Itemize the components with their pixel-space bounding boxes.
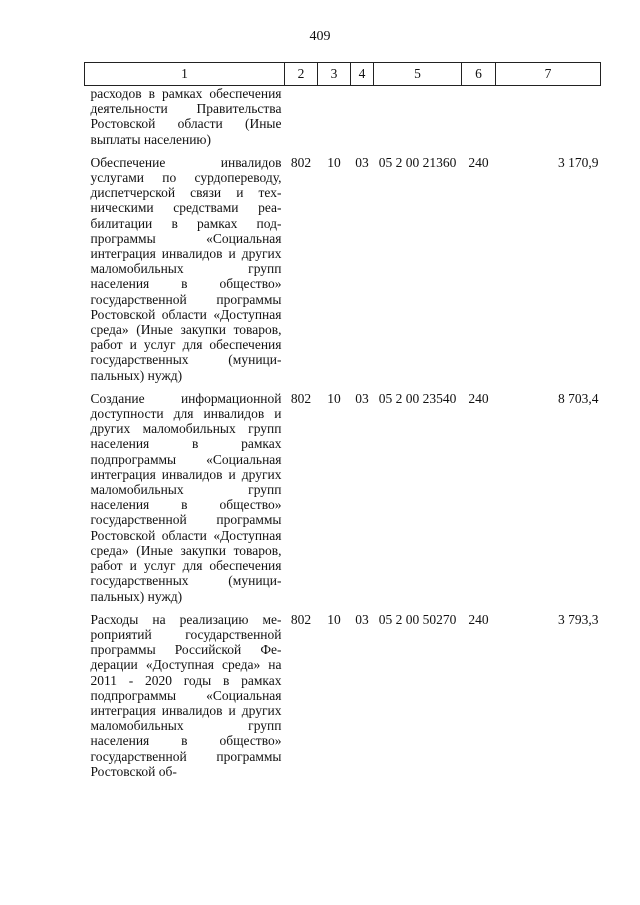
row-amount: 3 170,9 [558,154,599,170]
row-description: Создание информационной доступности для инвалидов и других маломобильных групп населения в рамках подпрограммы «Социальная интеграция инвалидов и других маломобильных групп населения в общество» государственной программы Ростовской области «Доступная среда» (Иные закупки товаров, работ и услуг для обеспечения государственных (муниципальных) нужд) [90,390,282,604]
row-target-code [374,86,462,147]
table-row [85,383,601,604]
row-ministry-code: 802 [290,154,312,170]
row-section-code: 10 [327,390,341,406]
column-header-6: 6 [462,63,496,86]
row-amount [496,86,601,147]
row-expense-type: 240 [468,154,489,170]
page-number: 409 [309,29,331,44]
row-section-code: 10 [327,611,341,627]
row-subsection-code: 03 [355,154,369,170]
budget-table [84,62,601,779]
column-header-7: 7 [496,63,601,86]
row-ministry-code: 802 [290,611,312,627]
column-header-4: 4 [351,63,374,86]
row-target-code: 05 2 00 21360 [378,154,457,170]
row-description: Обеспечение инвалидов услугами по сурдопереводу, диспетчерской связи и техническими средствами реабилитации в рамках подпрограммы «Социальная интеграция инвалидов и других маломобильных групп населения в общество» государственной программы Ростовской области «Доступная среда» (Иные закупки товаров, работ и услуг для обеспечения государственных (муниципальных) нужд) [90,154,282,383]
row-section-code: 10 [327,154,341,170]
row-target-code: 05 2 00 23540 [378,390,457,406]
row-amount: 8 703,4 [558,390,599,406]
column-header-5: 5 [374,63,462,86]
row-description: расходов в рамках обеспечения деятельности Правительства Ростовской области (Иные выплаты населению) [90,86,282,147]
row-target-code: 05 2 00 50270 [378,611,457,627]
row-subsection-code: 03 [355,611,369,627]
table-row [85,604,601,779]
row-subsection-code [351,86,374,147]
row-section-code [318,86,351,147]
row-description: Расходы на реализацию мероприятий государственной программы Российской Федерации «Доступная среда» на 2011 - 2020 годы в рамках подпрограммы «Социальная интеграция инвалидов и других маломобильных групп населения в общество» государственной программы Ростовской об- [90,611,282,779]
column-header-2: 2 [285,63,318,86]
table-row [85,86,601,147]
column-header-1: 1 [85,63,285,86]
row-expense-type [462,86,496,147]
table-row [85,147,601,383]
row-amount: 3 793,3 [558,611,599,627]
row-subsection-code: 03 [355,390,369,406]
column-header-3: 3 [318,63,351,86]
row-expense-type: 240 [468,390,489,406]
row-ministry-code [285,86,318,147]
row-expense-type: 240 [468,611,489,627]
header-row [85,63,601,86]
row-ministry-code: 802 [290,390,312,406]
